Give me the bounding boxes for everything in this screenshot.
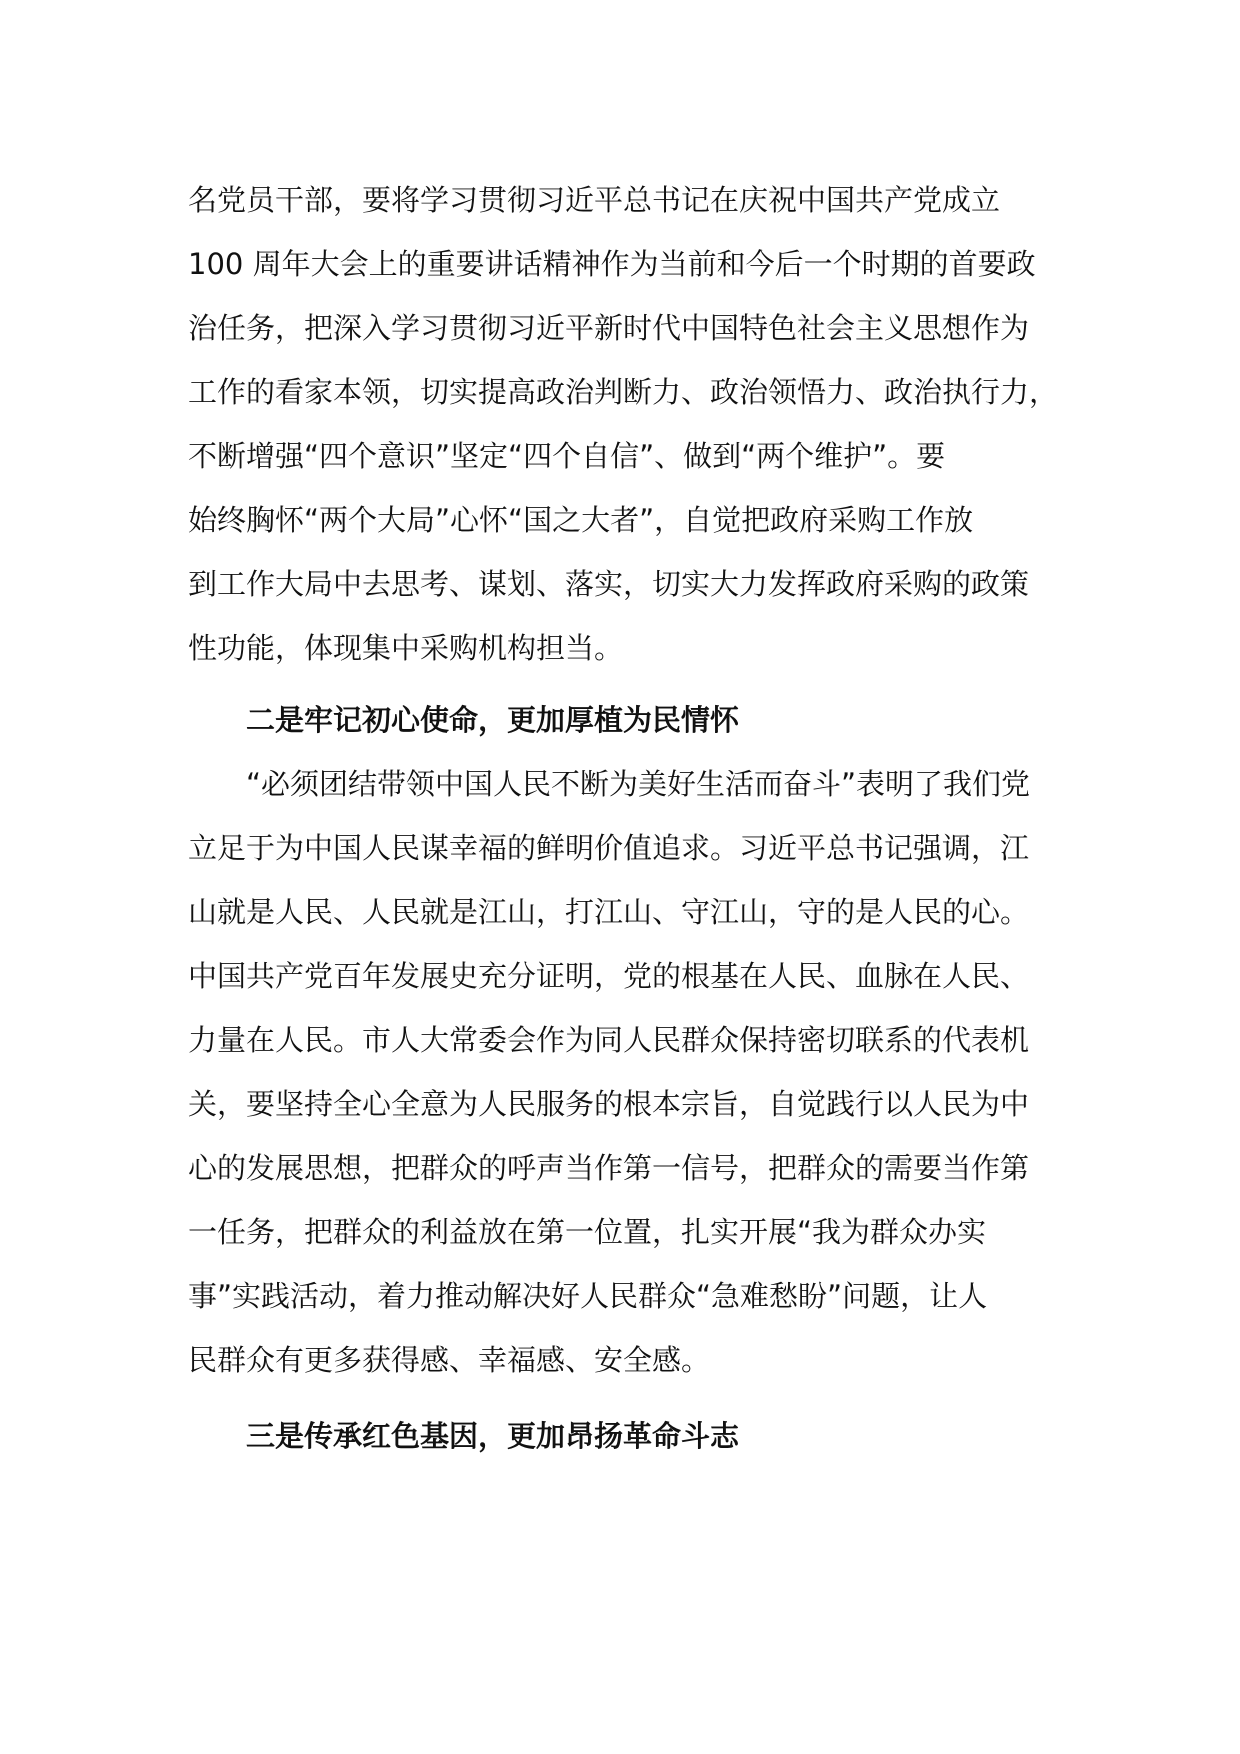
text-line: 到工作大局中去思考、谋划、落实，切实大力发挥政府采购的政策 [188,567,1030,601]
text-line: 民群众有更多获得感、幸福感、安全感。 [188,1343,711,1377]
document-body [188,168,1068,1468]
text-line: 山就是人民、人民就是江山，打江山、守江山，守的是人民的心。 [188,895,1030,929]
text-line: 事”实践活动，着力推动解决好人民群众“急难愁盼”问题，让人 [188,1279,988,1313]
text-line: 工作的看家本领，切实提高政治判断力、政治领悟力、政治执行力， [188,375,1059,409]
text-line: 不断增强“四个意识”坚定“四个自信”、做到“两个维护”。要 [188,439,946,473]
text-line: 始终胸怀“两个大局”心怀“国之大者”，自觉把政府采购工作放 [188,503,974,537]
text-line: 心的发展思想，把群众的呼声当作第一信号，把群众的需要当作第 [188,1151,1030,1185]
text-line: 100 周年大会上的重要讲话精神作为当前和今后一个时期的首要政 [188,247,1036,281]
paragraph-people [188,752,1068,1392]
section-heading-2: 二是牢记初心使命，更加厚植为民情怀 [246,703,740,737]
text-line: 性功能，体现集中采购机构担当。 [188,631,624,665]
paragraph-party-members [188,168,1068,680]
text-line: 关，要坚持全心全意为人民服务的根本宗旨，自觉践行以人民为中 [188,1087,1030,1121]
text-line: 力量在人民。市人大常委会作为同人民群众保持密切联系的代表机 [188,1023,1030,1057]
text-line: 立足于为中国人民谋幸福的鲜明价值追求。习近平总书记强调，江 [188,831,1030,865]
text-line: 一任务，把群众的利益放在第一位置，扎实开展“我为群众办实 [188,1215,987,1249]
text-line: 治任务，把深入学习贯彻习近平新时代中国特色社会主义思想作为 [188,311,1030,345]
section-heading-3: 三是传承红色基因，更加昂扬革命斗志 [246,1419,740,1453]
text-line: 名党员干部，要将学习贯彻习近平总书记在庆祝中国共产党成立 [188,183,1001,217]
text-line: “必须团结带领中国人民不断为美好生活而奋斗”表明了我们党 [246,767,1031,801]
text-line: 中国共产党百年发展史充分证明，党的根基在人民、血脉在人民、 [188,959,1030,993]
